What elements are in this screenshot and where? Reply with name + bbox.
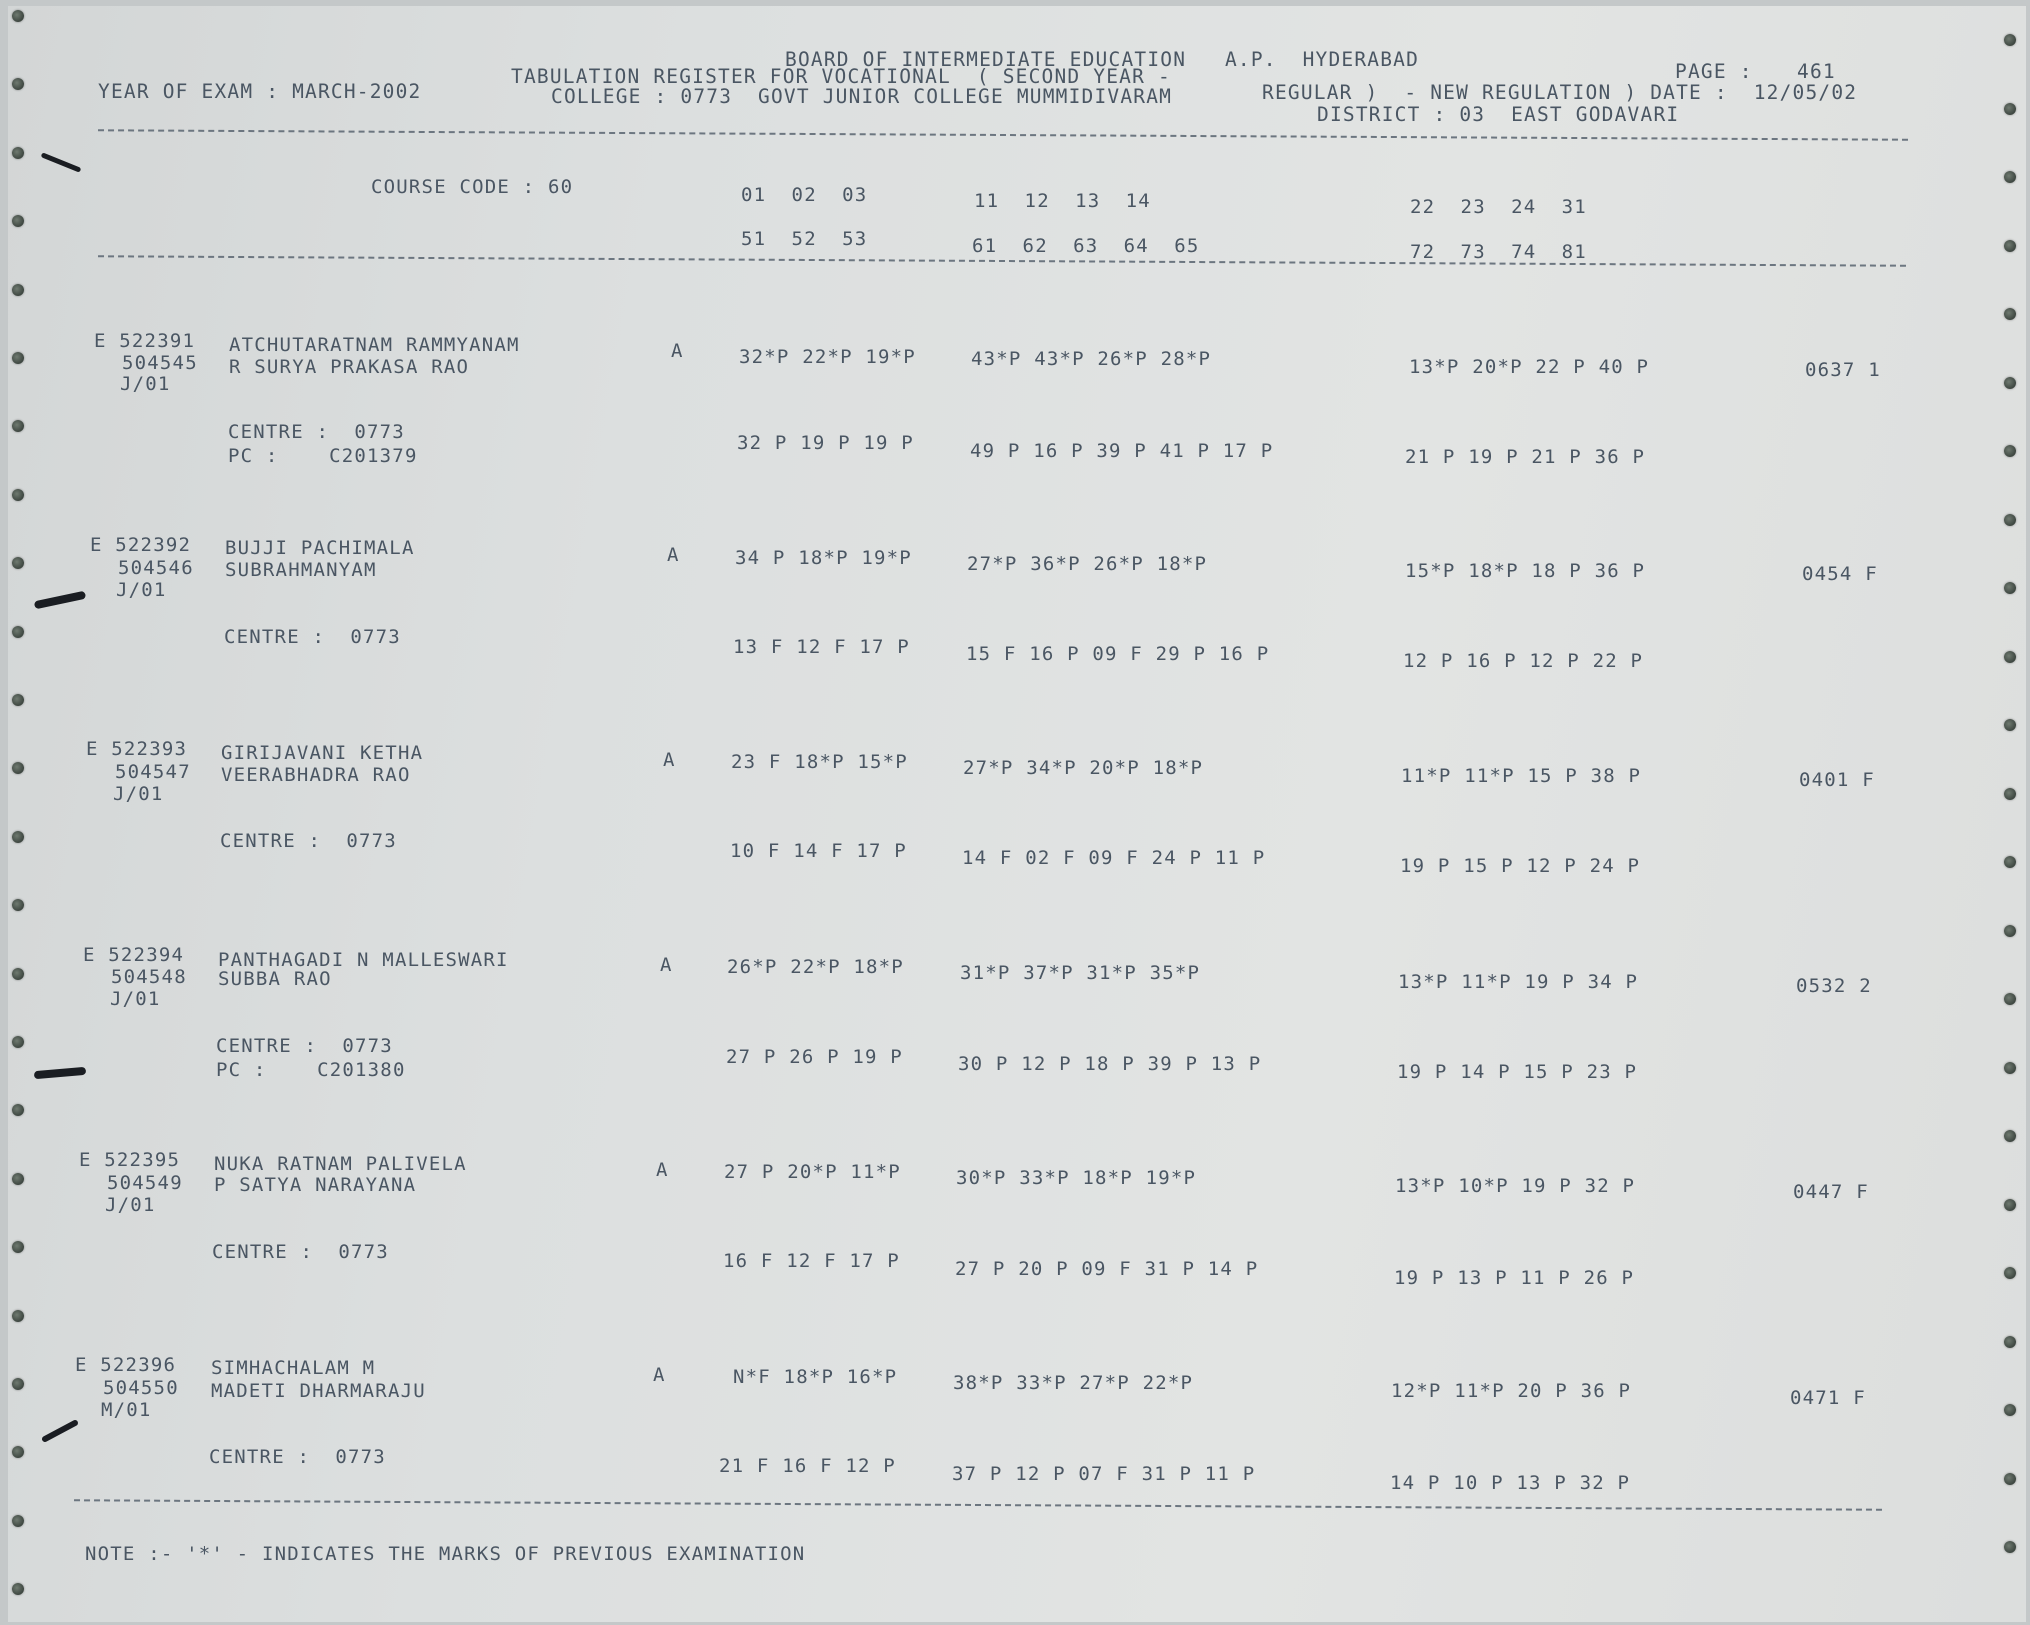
feed-hole-icon [2004, 308, 2016, 320]
feed-hole-icon [12, 1036, 24, 1048]
feed-hole-icon [12, 284, 24, 296]
regulation-date-line: REGULAR ) - NEW REGULATION ) DATE : 12/05/02 [1262, 81, 1858, 104]
feed-hole-icon [12, 215, 24, 227]
marks-first-row-part2: 43*P 43*P 26*P 28*P [971, 348, 1212, 370]
subject-codes-row2-group3: 72 73 74 81 [1410, 241, 1587, 263]
feed-hole-icon [12, 1310, 24, 1322]
marks-second-row-part2: 14 F 02 F 09 F 24 P 11 P [962, 847, 1266, 869]
centre-label: CENTRE : 0773 [209, 1446, 386, 1468]
page-label: PAGE : [1675, 60, 1753, 83]
marks-first-row-part2: 38*P 33*P 27*P 22*P [953, 1372, 1194, 1394]
district-line: DISTRICT : 03 EAST GODAVARI [1317, 103, 1680, 126]
register-number: 504547 [115, 761, 191, 783]
grade: A [667, 544, 680, 566]
centre-label: CENTRE : 0773 [216, 1035, 393, 1057]
register-title: TABULATION REGISTER FOR VOCATIONAL ( SECOND YEAR - [511, 65, 1171, 88]
feed-hole-icon [2004, 719, 2016, 731]
feed-hole-icon [12, 420, 24, 432]
feed-hole-icon [2004, 445, 2016, 457]
feed-hole-icon [12, 1378, 24, 1390]
feed-hole-icon [2004, 1541, 2016, 1553]
marks-second-row-part3: 14 P 10 P 13 P 32 P [1390, 1472, 1631, 1494]
feed-hole-icon [2004, 788, 2016, 800]
feed-hole-icon [2004, 103, 2016, 115]
marks-first-row-part3: 12*P 11*P 20 P 36 P [1391, 1380, 1632, 1402]
feed-hole-icon [12, 557, 24, 569]
marks-second-row-part3: 12 P 16 P 12 P 22 P [1403, 650, 1644, 672]
student-name: SIMHACHALAM M [211, 1357, 376, 1379]
total-result: 0532 2 [1796, 975, 1872, 997]
right-feed-holes [1998, 0, 2028, 1625]
student-name: BUJJI PACHIMALA [225, 537, 415, 559]
centre-label: CENTRE : 0773 [220, 830, 397, 852]
feed-hole-icon [12, 1583, 24, 1595]
marks-first-row-part1: N*F 18*P 16*P [733, 1366, 898, 1388]
total-result: 0401 F [1799, 769, 1875, 791]
board-title: BOARD OF INTERMEDIATE EDUCATION A.P. HYDERABAD [785, 48, 1420, 71]
grade: A [653, 1364, 666, 1386]
feed-hole-icon [12, 1241, 24, 1253]
subject-codes-row1-group3: 22 23 24 31 [1410, 196, 1587, 218]
feed-hole-icon [12, 899, 24, 911]
marks-first-row-part3: 13*P 20*P 22 P 40 P [1409, 356, 1650, 378]
college-line: COLLEGE : 0773 GOVT JUNIOR COLLEGE MUMMIDIVARAM [551, 85, 1173, 108]
left-feed-holes [0, 0, 30, 1625]
feed-hole-icon [2004, 514, 2016, 526]
feed-hole-icon [12, 147, 24, 159]
student-name: PANTHAGADI N MALLESWARI [218, 949, 509, 971]
subject-codes-row2-group2: 61 62 63 64 65 [972, 235, 1200, 257]
marks-second-row-part3: 21 P 19 P 21 P 36 P [1405, 446, 1646, 468]
register-number: 504550 [103, 1377, 179, 1399]
subject-codes-row2-group1: 51 52 53 [741, 228, 868, 250]
footnote: NOTE :- '*' - INDICATES THE MARKS OF PREVIOUS EXAMINATION [85, 1543, 806, 1565]
father-name: SUBBA RAO [218, 968, 332, 990]
feed-hole-icon [2004, 34, 2016, 46]
marks-first-row-part1: 32*P 22*P 19*P [739, 346, 916, 368]
subject-codes-row1-group2: 11 12 13 14 [974, 190, 1151, 212]
feed-hole-icon [2004, 1404, 2016, 1416]
hall-ticket-number: E 522393 [86, 738, 188, 760]
group-code: J/01 [116, 579, 167, 601]
feed-hole-icon [2004, 1473, 2016, 1485]
marks-second-row-part1: 16 F 12 F 17 P [723, 1250, 900, 1272]
hall-ticket-number: E 522394 [83, 944, 185, 966]
feed-hole-icon [12, 1104, 24, 1116]
feed-hole-icon [12, 10, 24, 22]
register-number: 504549 [107, 1172, 183, 1194]
marks-first-row-part2: 31*P 37*P 31*P 35*P [960, 962, 1201, 984]
total-result: 0471 F [1790, 1387, 1866, 1409]
centre-label: CENTRE : 0773 [228, 421, 405, 443]
marks-first-row-part3: 11*P 11*P 15 P 38 P [1401, 765, 1642, 787]
feed-hole-icon [12, 968, 24, 980]
grade: A [671, 340, 684, 362]
feed-hole-icon [12, 626, 24, 638]
group-code: M/01 [101, 1399, 152, 1421]
marks-first-row-part3: 13*P 11*P 19 P 34 P [1398, 971, 1639, 993]
marks-second-row-part1: 10 F 14 F 17 P [730, 840, 907, 862]
feed-hole-icon [2004, 240, 2016, 252]
student-name: GIRIJAVANI KETHA [221, 742, 424, 764]
hall-ticket-number: E 522392 [90, 534, 192, 556]
pc-label: PC : C201379 [228, 445, 418, 467]
marks-first-row-part2: 27*P 34*P 20*P 18*P [963, 757, 1204, 779]
year-of-exam: YEAR OF EXAM : MARCH-2002 [98, 80, 422, 103]
marks-second-row-part2: 37 P 12 P 07 F 31 P 11 P [952, 1463, 1256, 1485]
total-result: 0637 1 [1805, 359, 1881, 381]
feed-hole-icon [2004, 1062, 2016, 1074]
register-number: 504548 [111, 966, 187, 988]
grade: A [656, 1159, 669, 1181]
marks-first-row-part1: 27 P 20*P 11*P [724, 1161, 901, 1183]
feed-hole-icon [2004, 651, 2016, 663]
father-name: R SURYA PRAKASA RAO [229, 356, 470, 378]
marks-second-row-part3: 19 P 14 P 15 P 23 P [1397, 1061, 1638, 1083]
father-name: MADETI DHARMARAJU [211, 1380, 426, 1402]
feed-hole-icon [12, 762, 24, 774]
feed-hole-icon [2004, 171, 2016, 183]
marks-second-row-part1: 21 F 16 F 12 P [719, 1455, 896, 1477]
feed-hole-icon [2004, 582, 2016, 594]
marks-second-row-part2: 30 P 12 P 18 P 39 P 13 P [958, 1053, 1262, 1075]
grade: A [663, 749, 676, 771]
group-code: J/01 [105, 1194, 156, 1216]
feed-hole-icon [2004, 1199, 2016, 1211]
father-name: SUBRAHMANYAM [225, 559, 377, 581]
group-code: J/01 [110, 988, 161, 1010]
feed-hole-icon [2004, 1336, 2016, 1348]
feed-hole-icon [2004, 925, 2016, 937]
feed-hole-icon [2004, 1130, 2016, 1142]
centre-label: CENTRE : 0773 [224, 626, 401, 648]
page-number: 461 [1797, 60, 1836, 83]
marks-second-row-part2: 15 F 16 P 09 F 29 P 16 P [966, 643, 1270, 665]
total-result: 0447 F [1793, 1181, 1869, 1203]
student-name: ATCHUTARATNAM RAMMYANAM [229, 334, 520, 356]
group-code: J/01 [120, 373, 171, 395]
feed-hole-icon [12, 1446, 24, 1458]
feed-hole-icon [2004, 1267, 2016, 1279]
feed-hole-icon [12, 1515, 24, 1527]
father-name: VEERABHADRA RAO [221, 764, 411, 786]
marks-first-row-part3: 13*P 10*P 19 P 32 P [1395, 1175, 1636, 1197]
subject-codes-row1-group1: 01 02 03 [741, 184, 868, 206]
group-code: J/01 [113, 783, 164, 805]
feed-hole-icon [12, 694, 24, 706]
feed-hole-icon [12, 489, 24, 501]
feed-hole-icon [12, 831, 24, 843]
marks-first-row-part1: 34 P 18*P 19*P [735, 547, 912, 569]
total-result: 0454 F [1802, 563, 1878, 585]
pc-label: PC : C201380 [216, 1059, 406, 1081]
hall-ticket-number: E 522396 [75, 1354, 177, 1376]
feed-hole-icon [12, 1173, 24, 1185]
marks-first-row-part3: 15*P 18*P 18 P 36 P [1405, 560, 1646, 582]
marks-first-row-part2: 30*P 33*P 18*P 19*P [956, 1167, 1197, 1189]
centre-label: CENTRE : 0773 [212, 1241, 389, 1263]
course-code: COURSE CODE : 60 [371, 176, 574, 198]
marks-first-row-part1: 26*P 22*P 18*P [727, 956, 904, 978]
marks-second-row-part1: 13 F 12 F 17 P [733, 636, 910, 658]
feed-hole-icon [2004, 993, 2016, 1005]
marks-second-row-part2: 27 P 20 P 09 F 31 P 14 P [955, 1258, 1259, 1280]
grade: A [660, 954, 673, 976]
hall-ticket-number: E 522395 [79, 1149, 181, 1171]
feed-hole-icon [12, 352, 24, 364]
student-name: NUKA RATNAM PALIVELA [214, 1153, 467, 1175]
marks-second-row-part1: 27 P 26 P 19 P [726, 1046, 903, 1068]
feed-hole-icon [2004, 377, 2016, 389]
feed-hole-icon [12, 78, 24, 90]
hall-ticket-number: E 522391 [94, 330, 196, 352]
marks-first-row-part2: 27*P 36*P 26*P 18*P [967, 553, 1208, 575]
marks-first-row-part1: 23 F 18*P 15*P [731, 751, 908, 773]
marks-second-row-part3: 19 P 13 P 11 P 26 P [1394, 1267, 1635, 1289]
register-number: 504546 [118, 557, 194, 579]
register-number: 504545 [122, 352, 198, 374]
marks-second-row-part3: 19 P 15 P 12 P 24 P [1400, 855, 1641, 877]
father-name: P SATYA NARAYANA [214, 1174, 417, 1196]
feed-hole-icon [2004, 856, 2016, 868]
marks-second-row-part2: 49 P 16 P 39 P 41 P 17 P [970, 440, 1274, 462]
marks-second-row-part1: 32 P 19 P 19 P [737, 432, 914, 454]
